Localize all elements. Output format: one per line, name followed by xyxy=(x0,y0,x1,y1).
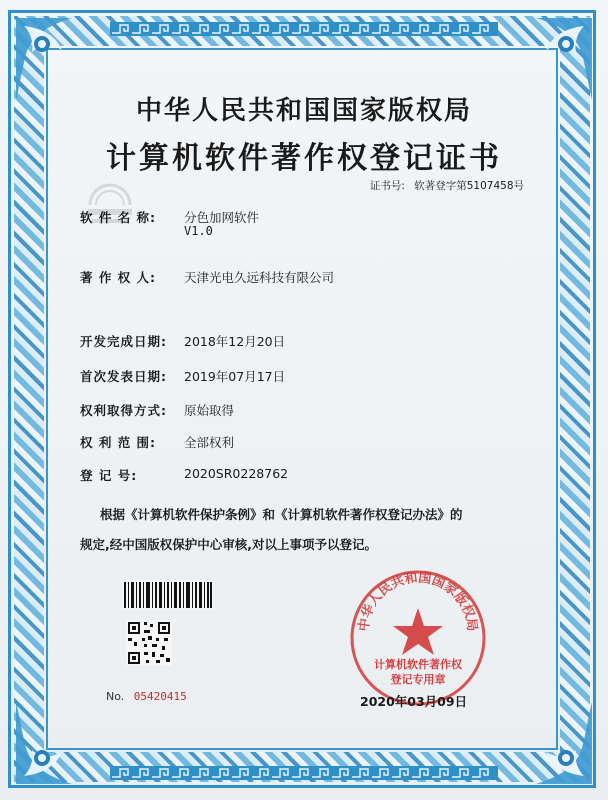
acquire-method-value: 原始取得 xyxy=(184,403,235,418)
seal-line-2: 登记专用章 xyxy=(390,673,446,686)
registration-number-label: 登 记 号: xyxy=(80,468,138,483)
serial-number-value: 05420415 xyxy=(133,690,187,703)
certificate-number-value: 软著登字第5107458号 xyxy=(414,180,524,192)
pub-date-value: 2019年07月17日 xyxy=(184,369,286,384)
qr-code-icon xyxy=(126,620,172,666)
serial-number xyxy=(106,690,187,703)
certificate-number xyxy=(370,178,524,193)
pub-date-label: 首次发表日期: xyxy=(80,369,167,384)
seal-line-1: 计算机软件著作权 xyxy=(374,658,462,671)
owner-value: 天津光电久远科技有限公司 xyxy=(184,270,335,285)
issue-date: 2020年03月09日 xyxy=(360,694,468,709)
greek-key-pattern-bottom xyxy=(110,766,498,780)
certificate-number-label: 证书号: xyxy=(369,180,405,192)
registration-number-value: 2020SR0228762 xyxy=(184,466,289,481)
statement-line-2: 规定,经中国版权保护中心审核,对以上事项予以登记。 xyxy=(80,537,377,552)
software-version-value: V1.0 xyxy=(184,224,213,238)
statement-line-1: 根据《计算机软件保护条例》和《计算机软件著作权登记办法》的 xyxy=(100,507,463,522)
ornament-corner-icon xyxy=(12,698,102,788)
official-seal xyxy=(348,568,488,708)
seal-stamp-icon xyxy=(348,568,488,708)
dev-date-label: 开发完成日期: xyxy=(80,334,167,349)
acquire-method-label: 权利取得方式: xyxy=(80,403,167,418)
software-name-label: 软 件 名 称: xyxy=(80,210,157,225)
rights-scope-value: 全部权利 xyxy=(184,435,235,450)
ornament-corner-icon xyxy=(506,698,596,788)
issuer-title: 中华人民共和国国家版权局 xyxy=(135,96,472,126)
statement-paragraph xyxy=(80,500,540,560)
software-name-value: 分色加网软件 xyxy=(184,210,260,225)
dev-date-value: 2018年12月20日 xyxy=(184,334,286,349)
greek-key-pattern-top xyxy=(110,22,498,36)
certificate-title: 计算机软件著作权登记证书 xyxy=(106,141,502,176)
svg-text:中华人民共和国国家版权局: 中华人民共和国国家版权局 xyxy=(356,570,480,633)
rights-scope-label: 权 利 范 围: xyxy=(80,435,157,450)
serial-number-label: No. xyxy=(106,690,125,703)
barcode-icon xyxy=(122,580,214,610)
owner-label: 著 作 权 人: xyxy=(80,270,157,285)
